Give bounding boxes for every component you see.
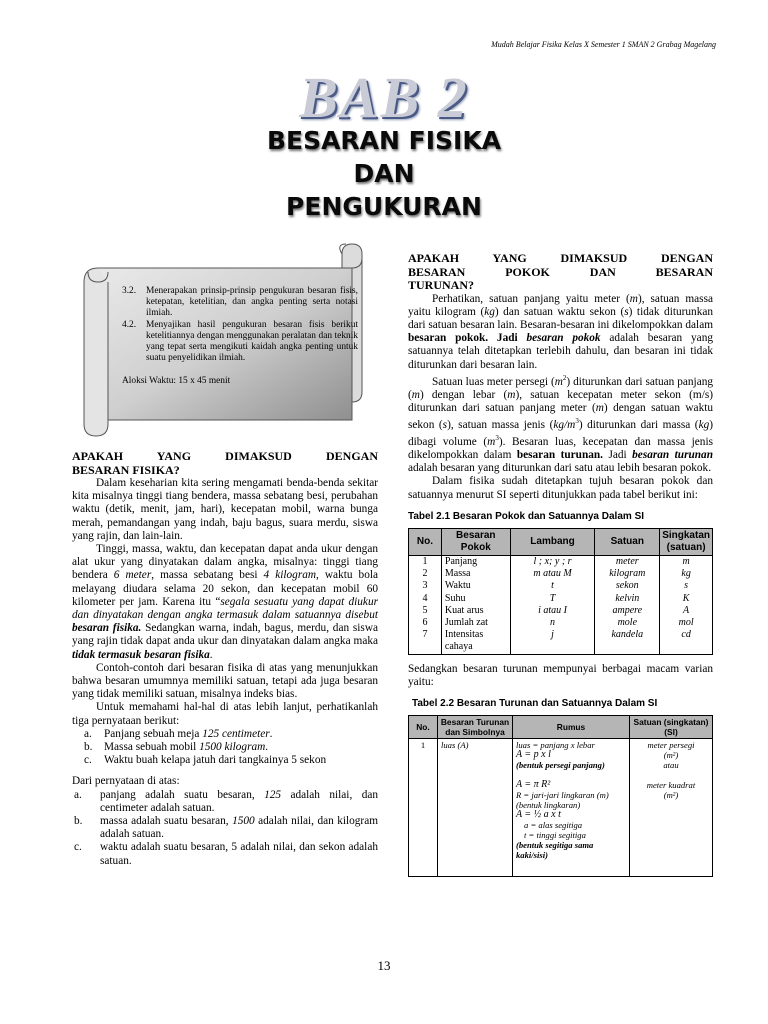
paragraph: Contoh-contoh dari besaran fisika di atas yang menunjukkan bahwa besaran umumnya memiliki satuan, tetapi ada juga besaran yang tidak memiliki satuan, misalnya indeks bias. [72, 661, 378, 701]
competency-scroll [80, 242, 380, 438]
paragraph: Untuk memahami hal-hal di atas lebih lanjut, perhatikanlah tiga pernyataan berikut: [72, 701, 378, 727]
paragraph: Sedangkan besaran turunan mempunyai berbagai macam varian yaitu: [408, 662, 713, 688]
paragraph: Tinggi, massa, waktu, dan kecepatan dapat anda ukur dengan alat ukur yang dinyatakan dalam angka, misalnya: tinggi tiang bendera 6 meter, massa sebatang besi 4 kilogram, waktu bola melayang diudara selama 20 sekon, dan kecepatan mobil 60 kilometer per jam. Karena itu “segala sesuatu yang dapat diukur dan dinyatakan dengan angka termasuk dalam satuannya disebut besaran fisika. Sedangkan warna, indah, bagus, merdu, dan siswa yang rajin tidak dapat anda ukur dan dinyatakan dalam angka maka tidak termasuk besaran fisika. [72, 543, 378, 661]
statement-list [72, 728, 378, 768]
running-header: Mudah Belajar Fisika Kelas X Semester 1 SMAN 2 Grabag Magelang [491, 40, 716, 49]
list-item: b. massa adalah suatu besaran, 1500 adalah nilai, dan kilogram adalah satuan. [74, 815, 378, 841]
column-header: Besaran Turunan dan Simbolnya [438, 716, 513, 739]
column-header: Rumus [513, 716, 630, 739]
table-row: 5 Kuat arus i atau I ampere A [409, 605, 713, 617]
column-header: No. [409, 716, 438, 739]
formula-cell: luas = panjang x lebar A = p x l (bentuk persegi panjang) A = π R² R = jari-jari lingkaran (m) (bentuk lingkaran) A = ½ a x t a = alas segitiga t = tinggi segitiga (bentuk segitiga sama kaki/sisi) [513, 739, 630, 877]
list-item: b. Massa sebuah mobil 1500 kilogram. [84, 741, 269, 754]
left-column [72, 450, 378, 868]
chapter-title [0, 124, 768, 223]
section-heading: APAKAH YANG DIMAKSUD DENGAN BESARAN POKOK DAN BESARAN TURUNAN? [408, 251, 713, 292]
list-item: c. Waktu buah kelapa jatuh dari tangkainya 5 sekon [84, 754, 327, 767]
right-column [408, 252, 713, 877]
base-quantities-table [408, 528, 713, 655]
paragraph: Dari pernyataan di atas: [72, 775, 180, 788]
unit-cell: meter persegi (m²) atau meter kuadrat (m²) [630, 739, 713, 877]
column-header: Singkatan (satuan) [660, 529, 713, 556]
paragraph: Dalam keseharian kita sering mengamati benda-benda sekitar kita misalnya tinggi tiang bendera, massa sebatang besi, perubahan waktu (detik, menit, jam, hari), kecepatan mobil, warna bunga merah, pemandangan yang indah, baju bagus, suara merdu, siswa yang rajin, dan lain-lain. [72, 477, 378, 542]
column-header: No. [409, 529, 442, 556]
column-header: Satuan [595, 529, 660, 556]
table-row: 3 Waktu t sekon s [409, 580, 713, 592]
table-row: 4 Suhu T kelvin K [409, 593, 713, 605]
time-allocation: Aloksi Waktu: 15 x 45 menit [122, 376, 231, 387]
section-heading: APAKAH YANG DIMAKSUD DENGAN BESARAN FISIKA? [72, 449, 378, 477]
paragraph: Dalam fisika sudah ditetapkan tujuh besaran pokok dan satuannya menurut SI seperti ditunjukkan pada tabel berikut ini: [408, 475, 713, 501]
paragraph: Perhatikan, satuan panjang yaitu meter (m), satuan massa yaitu kilogram (kg) dan satuan waktu sekon (s) tidak diturunkan dari satuan besaran lain. Besaran-besaran ini dikelompokkan dalam besaran pokok. Jadi besaran pokok adalah besaran yang satuannya telah ditetapkan terlebih dahulu, dan besaran ini tidak diturunkan dari besaran lain. [408, 292, 714, 371]
list-item: a. panjang adalah suatu besaran, 125 adalah nilai, dan centimeter adalah satuan. [74, 788, 378, 814]
page-number: 13 [377, 958, 391, 973]
chapter-title-line: BESARAN FISIKA [266, 126, 502, 155]
explanation-list [72, 789, 378, 868]
table-row: 6 Jumlah zat n mole mol [409, 617, 713, 629]
table-caption: Tabel 2.1 Besaran Pokok dan Satuannya Dalam SI [408, 510, 645, 522]
column-header: Lambang [510, 529, 595, 556]
competency-item: 4.2. Menyajikan hasil pengukuran besaran fisis berikut ketelitiannya dengan menggunakan peralatan dan teknik yang tepat serta mengikuti kaidah angka penting untuk suatu penyelidikan ilmiah. [122, 319, 358, 364]
table-row: 2 Massa m atau M kilogram kg [409, 568, 713, 580]
competency-text [122, 286, 358, 388]
column-header: Satuan (singkatan) (SI) [630, 716, 713, 739]
competency-item: 3.2. Menerapakan prinsip-prinsip pengukuran besaran fisis, ketepatan, ketelitian, dan angka penting serta notasi ilmiah. [122, 286, 358, 319]
list-item: a. Panjang sebuah meja 125 centimeter. [84, 727, 273, 740]
table-caption: Tabel 2.2 Besaran Turunan dan Satuannya Dalam SI [412, 698, 658, 710]
table-row: 1 luas (A) luas = panjang x lebar A = p x l (bentuk persegi panjang) A = π R² R = jari-jari lingkaran (m) (bentuk lingkaran) A = ½ a x t a = alas segitiga t = tinggi segitiga (bentuk segitiga sama kaki/sisi) meter persegi (m²) atau meter kuadrat (m²) [409, 739, 713, 877]
chapter-label: BAB 2 [299, 65, 469, 130]
table-row: 1 Panjang l ; x; y ; r meter m [409, 556, 713, 569]
column-header: Besaran Pokok [441, 529, 510, 556]
list-item: c. waktu adalah suatu besaran, 5 adalah nilai, dan sekon adalah satuan. [74, 841, 378, 867]
chapter-title-line: DAN [353, 159, 415, 188]
derived-quantities-table [408, 715, 713, 877]
table-row: 7 Intensitas cahaya j kandela cd [409, 629, 713, 654]
paragraph: Satuan luas meter persegi $(m^2)$ diturunkan dari satuan panjang (m) dengan lebar (m), satuan kecepatan meter sekon (m/s) diturunkan dari satuan panjang meter (m) dengan satuan waktu sekon (s), satuan massa jenis $(kg/m^3)$ diturunkan dari massa (kg) dibagi volume $(m^3)$. Besaran luas, kecepatan dan massa jenis dikelompokkan dalam besaran turunan. Jadi besaran turunan adalah besaran yang diturunkan dari satu atau lebih besaran pokok. [408, 373, 714, 475]
chapter-title-line: PENGUKURAN [286, 192, 482, 221]
